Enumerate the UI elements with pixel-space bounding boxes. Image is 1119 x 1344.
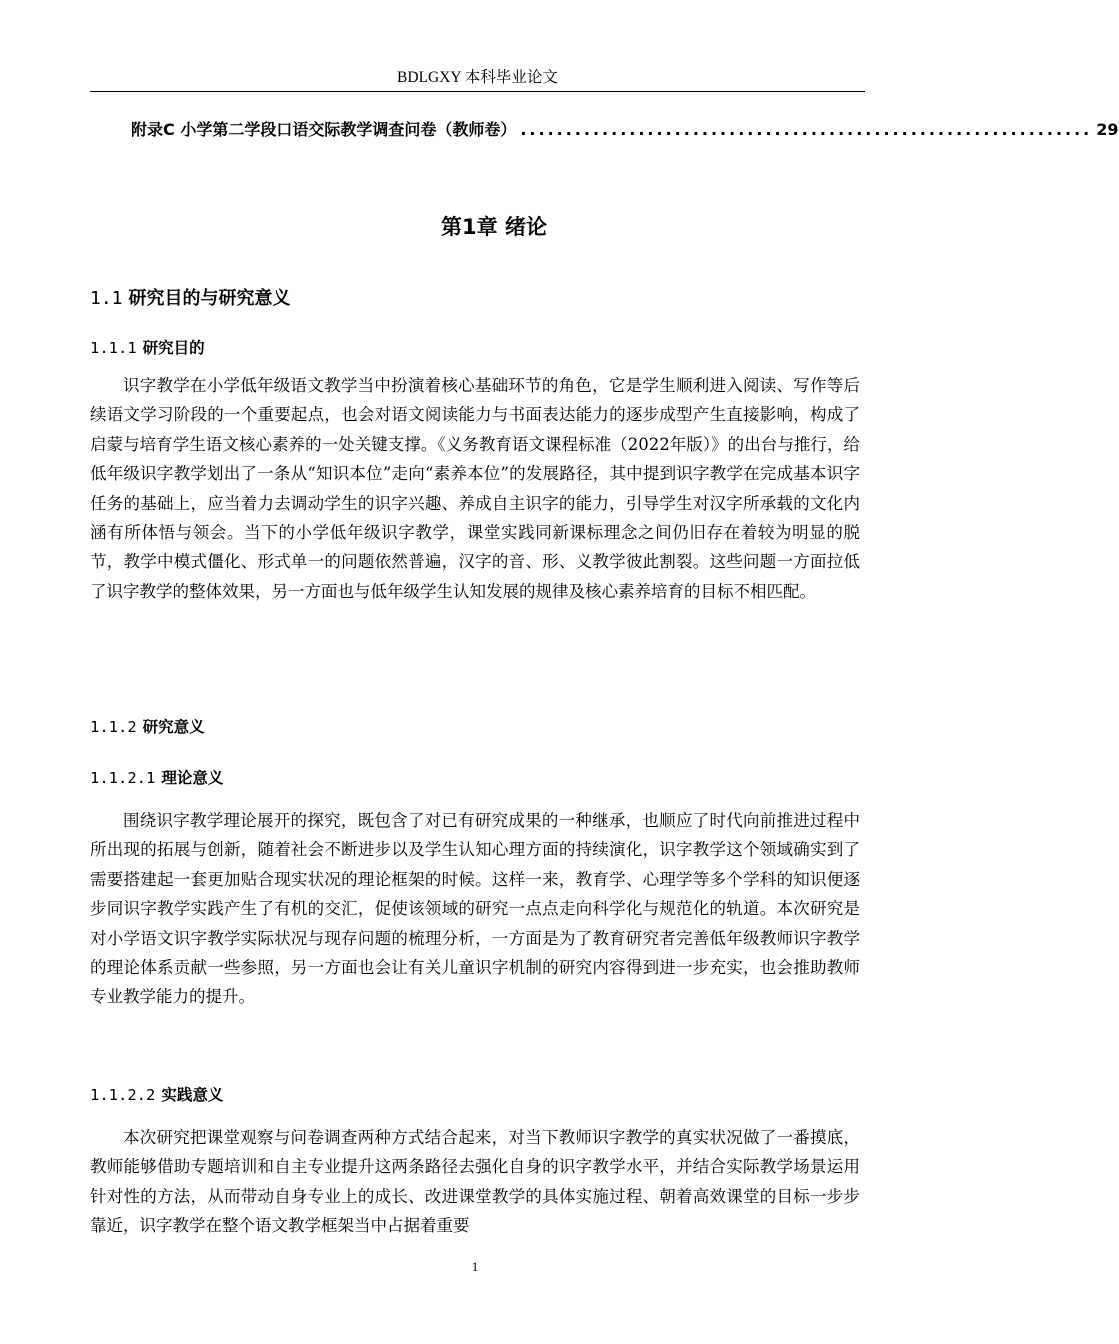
section-heading-1-1-1 — [90, 335, 205, 361]
section-heading-1-1-2-1 — [90, 765, 223, 791]
toc-entry-title: 附录C 小学第二学段口语交际教学调查问卷（教师卷） — [131, 120, 517, 139]
body-paragraph-2: 围绕识字教学理论展开的探究，既包含了对已有研究成果的一种继承，也顺应了时代向前推进过程中所出现的拓展与创新，随着社会不断进步以及学生认知心理方面的持续演化，识字教学这个领域确实到了需要搭建起一套更加贴合现实状况的理论框架的时候。这样一来，教育学、心理学等多个学科的知识便逐步同识字教学实践产生了有机的交汇，促使该领域的研究一点点走向科学化与规范化的轨道。本次研究是对小学语文识字教学实际状况与现存问题的梳理分析，一方面是为了教育研究者完善低年级教师识字教学的理论体系贡献一些参照，另一方面也会让有关儿童识字机制的研究内容得到进一步充实，也会推助教师专业教学能力的提升。 — [90, 811, 860, 1007]
header-rule — [90, 91, 865, 92]
section-heading-1-1 — [90, 284, 291, 314]
section-title: 研究目的与研究意义 — [128, 288, 291, 309]
section-number: 1.1.1 — [90, 339, 137, 357]
section-title: 理论意义 — [161, 769, 224, 787]
section-title: 研究目的 — [142, 339, 205, 357]
chapter-title: 第1章 绪论 — [441, 215, 547, 239]
section-number: 1.1.2.2 — [90, 1086, 156, 1104]
section-title: 实践意义 — [161, 1086, 224, 1104]
toc-entry-appendix-c[interactable] — [131, 117, 1119, 143]
body-paragraph-3: 本次研究把课堂观察与问卷调查两种方式结合起来，对当下教师识字教学的真实状况做了一番摸底，教师能够借助专题培训和自主专业提升这两条路径去强化自身的识字教学水平，并结合实际教学场景运用针对性的方法，从而带动自身专业上的成长、改进课堂教学的具体实施过程、朝着高效课堂的目标一步步靠近，识字教学在整个语文教学框架当中占据着重要 — [90, 1128, 860, 1236]
running-header: BDLGXY 本科毕业论文 — [397, 69, 558, 86]
page-number: 1 — [471, 1259, 479, 1274]
toc-entry-page: 29 — [1096, 120, 1119, 139]
section-heading-1-1-2-2 — [90, 1082, 223, 1108]
section-number: 1.1.2 — [90, 718, 137, 736]
toc-dot-leader: ............................................................... — [520, 120, 1093, 139]
section-heading-1-1-2 — [90, 714, 205, 740]
body-paragraph-1: 识字教学在小学低年级语文教学当中扮演着核心基础环节的角色，它是学生顺利进入阅读、写作等后续语文学习阶段的一个重要起点，也会对语文阅读能力与书面表达能力的逐步成型产生直接影响，构成了启蒙与培育学生语文核心素养的一处关键支撑。《义务教育语文课程标准（2022年版）》的出台与推行，给低年级识字教学划出了一条从“知识本位”走向“素养本位”的发展路径，其中提到识字教学在完成基本识字任务的基础上，应当着力去调动学生的识字兴趣、养成自主识字的能力，引导学生对汉字所承载的文化内涵有所体悟与领会。当下的小学低年级识字教学，课堂实践同新课标理念之间仍旧存在着较为明显的脱节，教学中模式僵化、形式单一的问题依然普遍，汉字的音、形、义教学彼此割裂。这些问题一方面拉低了识字教学的整体效果，另一方面也与低年级学生认知发展的规律及核心素养培育的目标不相匹配。 — [90, 376, 860, 601]
section-title: 研究意义 — [142, 718, 205, 736]
section-number: 1.1.2.1 — [90, 769, 156, 787]
section-number: 1.1 — [90, 288, 123, 309]
